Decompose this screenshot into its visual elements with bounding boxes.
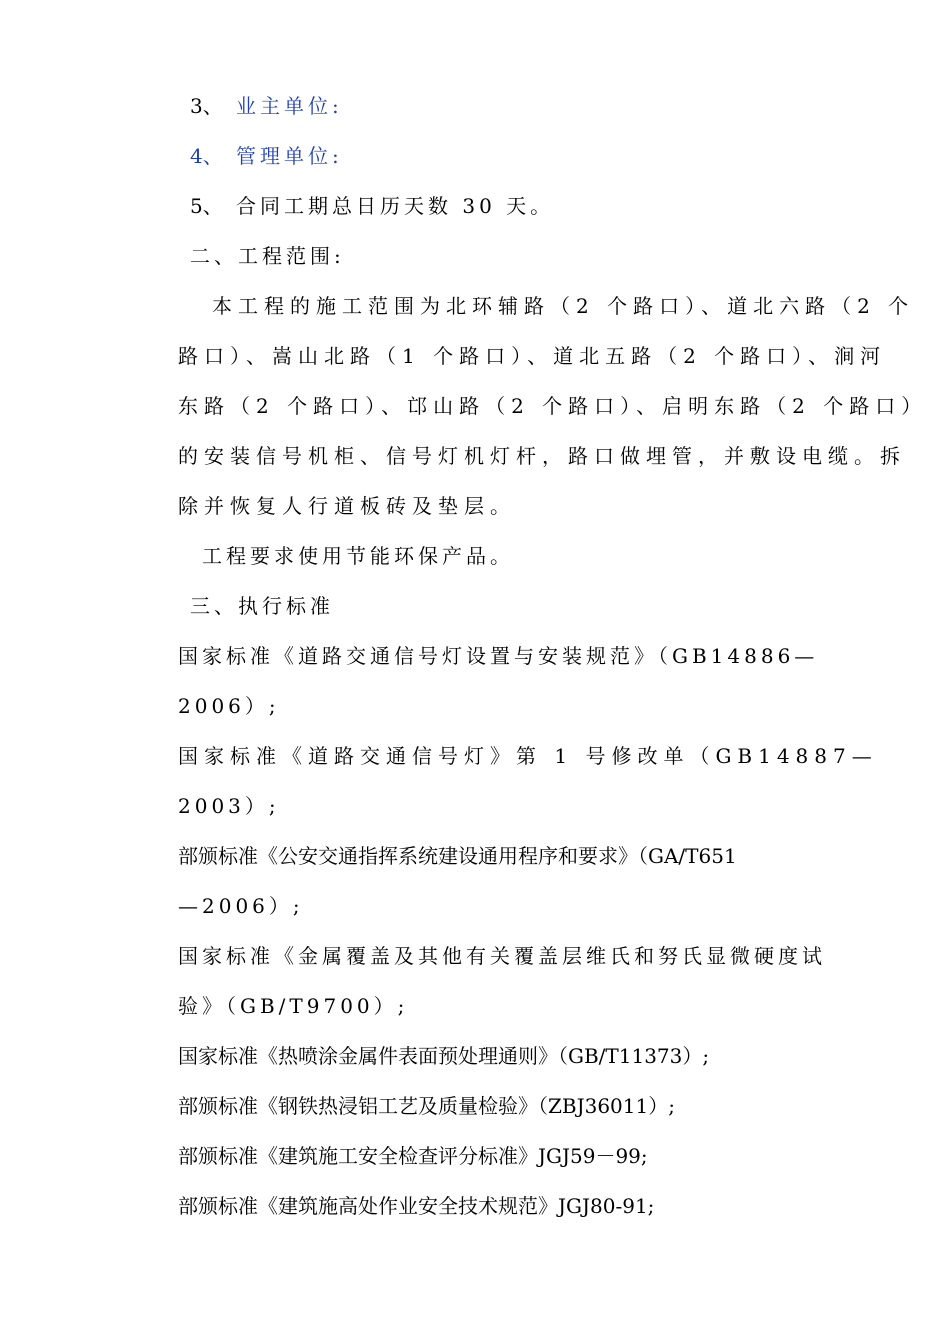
item-5-text: 合同工期总日历天数 30 天。 xyxy=(236,194,555,218)
standard-line: 国家标准《道路交通信号灯设置与安装规范》（GB14886— xyxy=(178,644,819,668)
scope-line: 本工程的施工范围为北环辅路（2 个路口）、道北六路（2 个 xyxy=(212,294,915,318)
standard-line: 部颁标准《公安交通指挥系统建设通用程序和要求》（GA/T651 xyxy=(178,844,737,868)
scope-line: 的安装信号机柜、信号灯机灯杆，路口做埋管，并敷设电缆。拆 xyxy=(178,444,906,468)
item-3-number: 3、 xyxy=(190,94,223,118)
item-4-text: 管理单位: xyxy=(236,144,343,168)
standard-line: —2006）; xyxy=(178,894,304,918)
standard-line: 部颁标准《钢铁热浸铝工艺及质量检验》（ZBJ36011）; xyxy=(178,1094,675,1118)
section-3-heading: 三、执行标准 xyxy=(190,594,334,618)
standard-line: 国家标准《热喷涂金属件表面预处理通则》（GB/T11373）; xyxy=(178,1044,710,1068)
scope-line: 东路（2 个路口）、邙山路（2 个路口）、启明东路（2 个路口） xyxy=(178,394,928,418)
standard-line: 2006）; xyxy=(178,694,280,718)
standard-line: 国家标准《金属覆盖及其他有关覆盖层维氏和努氏显微硬度试 xyxy=(178,944,826,968)
standard-line: 部颁标准《建筑施高处作业安全技术规范》JGJ80-91; xyxy=(178,1194,655,1218)
item-4-number: 4、 xyxy=(190,144,223,168)
item-5 xyxy=(190,193,554,219)
scope-note: 工程要求使用节能环保产品。 xyxy=(202,544,514,568)
scope-line: 除并恢复人行道板砖及垫层。 xyxy=(178,494,516,518)
standard-line: 部颁标准《建筑施工安全检查评分标准》JGJ59－99; xyxy=(178,1144,648,1168)
standard-line: 国家标准《道路交通信号灯》第 1 号修改单（GB14887— xyxy=(178,744,878,768)
item-5-number: 5、 xyxy=(190,194,223,218)
scope-line: 路口）、嵩山北路（1 个路口）、道北五路（2 个路口）、涧河 xyxy=(178,344,887,368)
standard-line: 验》（GB/T9700）; xyxy=(178,994,409,1018)
standard-line: 2003）; xyxy=(178,794,280,818)
item-4 xyxy=(190,143,343,169)
item-3 xyxy=(190,93,343,119)
item-3-text: 业主单位: xyxy=(236,94,343,118)
section-2-heading: 二、工程范围: xyxy=(190,244,345,268)
